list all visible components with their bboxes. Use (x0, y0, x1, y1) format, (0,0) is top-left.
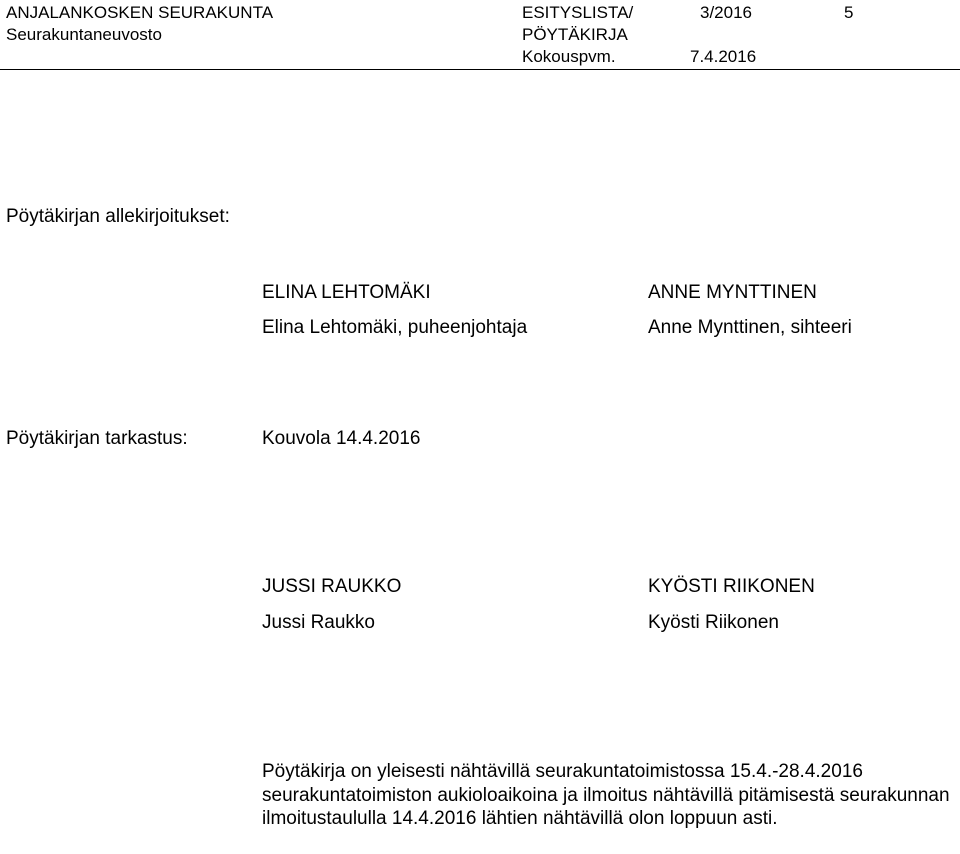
reviewer-1-name-caps: JUSSI RAUKKO (262, 576, 402, 597)
public-notice-paragraph: Pöytäkirja on yleisesti nähtävillä seurakuntatoimistossa 15.4.-28.4.2016 seurakuntatoimiston aukioloaikoina ja ilmoitus nähtävillä pitämisestä seurakunnan ilmoitustaululla 14.4.2016 lähtien nähtävillä olon loppuun asti. (262, 761, 950, 829)
reviewer-2-name-caps: KYÖSTI RIIKONEN (648, 576, 815, 597)
review-label: Pöytäkirjan tarkastus: (6, 428, 188, 449)
page-number: 5 (844, 3, 854, 22)
meeting-date: 7.4.2016 (690, 47, 757, 66)
meeting-date-label: Kokouspvm. (522, 47, 616, 66)
meeting-number: 3/2016 (700, 3, 752, 22)
chair-name-caps: ELINA LEHTOMÄKI (262, 282, 431, 303)
document-type-agenda: ESITYSLISTA/ (522, 3, 634, 22)
chair-name-role: Elina Lehtomäki, puheenjohtaja (262, 317, 528, 338)
council-name: Seurakuntaneuvosto (6, 25, 162, 44)
reviewer-2-name: Kyösti Riikonen (648, 612, 779, 633)
document-type-minutes: PÖYTÄKIRJA (522, 25, 628, 44)
reviewer-1-name: Jussi Raukko (262, 612, 375, 633)
secretary-name-role: Anne Mynttinen, sihteeri (648, 317, 852, 338)
signatures-label: Pöytäkirjan allekirjoitukset: (6, 206, 230, 227)
organization-name: ANJALANKOSKEN SEURAKUNTA (6, 3, 274, 22)
review-place-date: Kouvola 14.4.2016 (262, 428, 421, 449)
header-divider (0, 69, 960, 70)
secretary-name-caps: ANNE MYNTTINEN (648, 282, 817, 303)
